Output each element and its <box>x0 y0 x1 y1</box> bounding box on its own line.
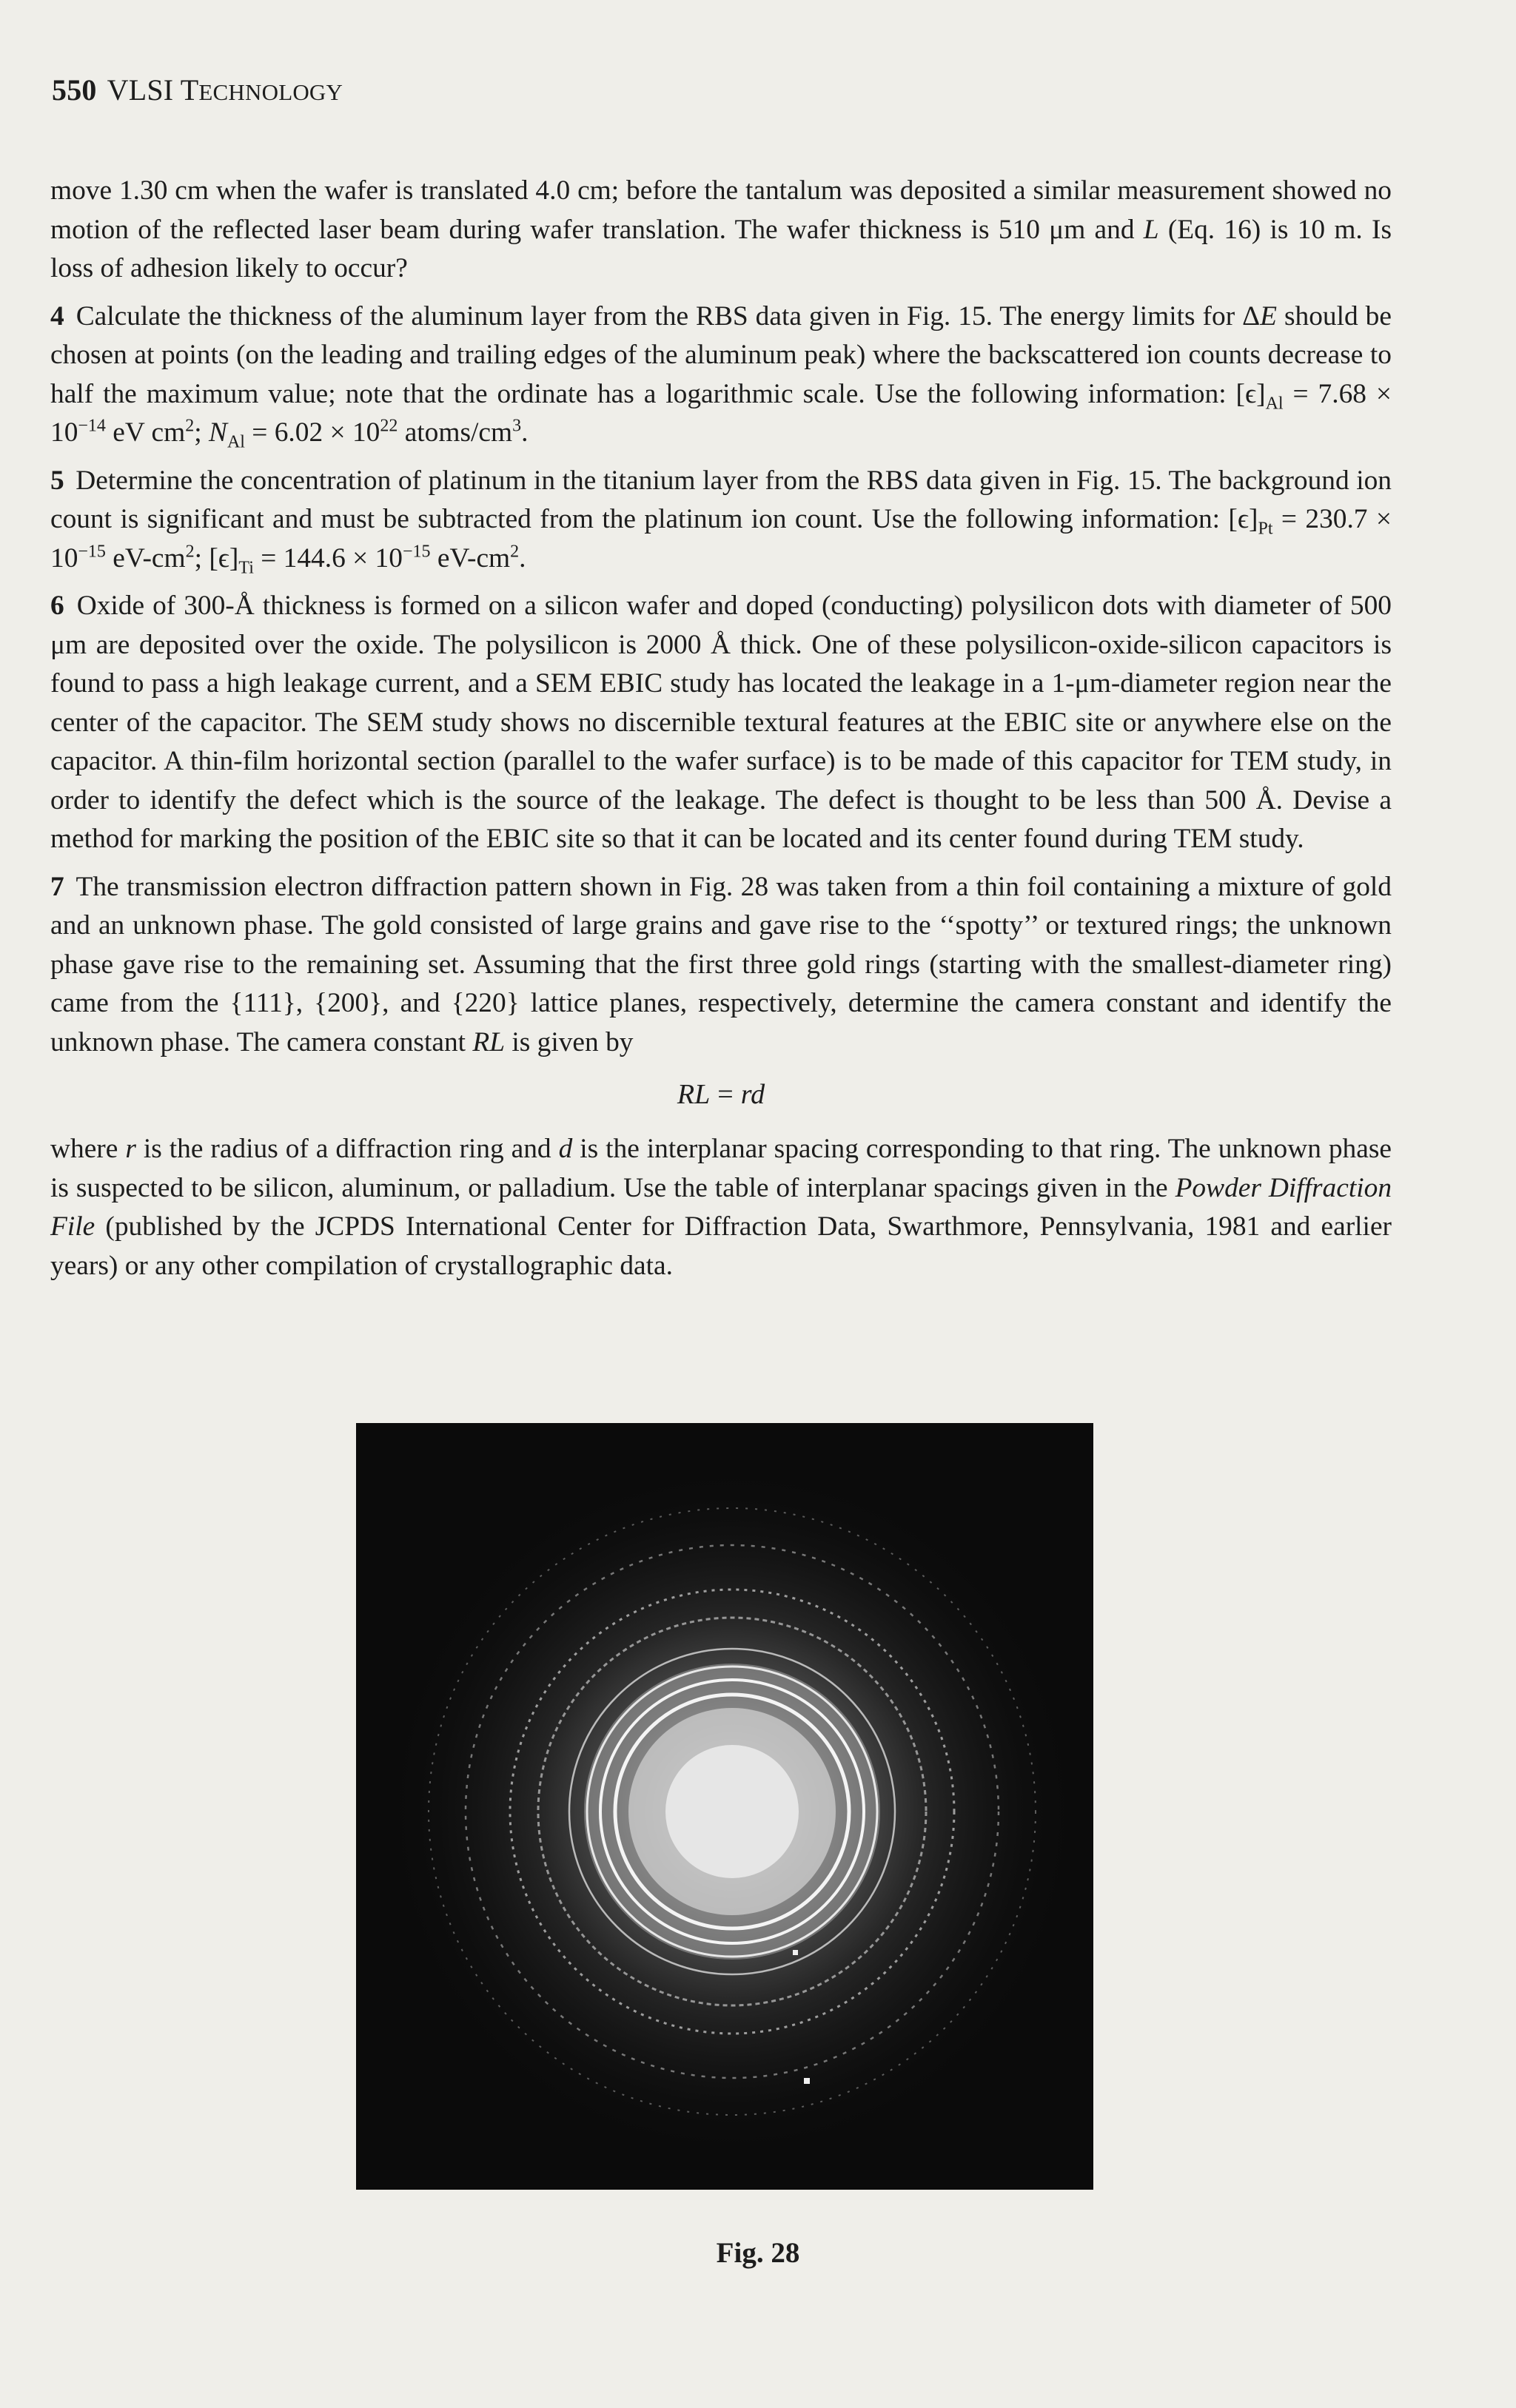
body-text <box>50 172 1392 1294</box>
problem-number: 4 <box>50 300 64 332</box>
problem-6: 6 Oxide of 300-Å thickness is formed on a silicon wafer and doped (conducting) polysilicon dots with diameter of 500 μm are deposited over the oxide. The polysilicon is 2000 Å thick. One of these polysilicon-oxide-silicon capacitors is found to pass a high leakage current, and a SEM EBIC study has located the leakage in a 1-μm-diameter region near the center of the capacitor. The SEM study shows no discernible textural features at the EBIC site or anywhere else on the capacitor. A thin-film horizontal section (parallel to the wafer surface) is to be made of this capacitor for TEM study, in order to identify the defect which is the source of the leakage. The defect is thought to be less than 500 Å. Devise a method for marking the position of the EBIC site so that it can be located and its center found during TEM study. <box>50 591 1392 854</box>
figure-caption: Fig. 28 <box>716 2237 800 2269</box>
problem-number: 5 <box>50 465 64 496</box>
camera-constant-equation: RL = rd <box>677 1079 765 1110</box>
diffraction-pattern-image <box>356 1423 1093 2190</box>
paragraph-where: where r is the radius of a diffraction ring and d is the interplanar spacing corresponding to that ring. The unknown phase is suspected to be silicon, aluminum, or palladium. Use the table of interplanar spacings given in the Powder Diffraction File (published by the JCPDS International Center for Diffraction Data, Swarthmore, Pennsylvania, 1981 and earlier years) or any other compilation of crystallographic data. <box>50 1134 1392 1281</box>
header-title-initial: VLSI T <box>107 73 199 107</box>
page-number: 550 <box>52 73 97 107</box>
problem-number: 6 <box>50 591 64 621</box>
header-title-rest: ECHNOLOGY <box>198 79 343 105</box>
problem-number: 7 <box>50 871 64 902</box>
running-header <box>52 73 343 107</box>
problem-5: 5 Determine the concentration of platinum in the titanium layer from the RBS data given in Fig. 15. The background ion count is significant and must be subtracted from the platinum ion count. Use the following information: $[\epsilon]_{Pt} = 230.7 \times 10^{-15}$ $eV-cm^2$; $[\epsilon]_{Ti} = 144.6 \times 10^{-15}$ $eV-cm^2$. <box>50 465 1392 577</box>
problem-7: 7 The transmission electron diffraction pattern shown in Fig. 28 was taken from a thin foil containing a mixture of gold and an unknown phase. The gold consisted of large grains and gave rise to the ‘‘spotty’’ or textured rings; the unknown phase gave rise to the remaining set. Assuming that the first three gold rings (starting with the smallest-diameter ring) came from the {111}, {200}, and {220} lattice planes, respectively, determine the camera constant and identify the unknown phase. The camera constant RL is given by <box>50 871 1392 1057</box>
problem-4: 4 Calculate the thickness of the aluminum layer from the RBS data given in Fig. 15. The energy limits for ΔE should be chosen at points (on the leading and trailing edges of the aluminum peak) where the backscattered ion counts decrease to half the maximum value; note that the ordinate has a logarithmic scale. Use the following information: $[\epsilon]_{Al} = 7.68 \times 10^{-14}$ eV $cm^2$; $N_{Al} = 6.02 \times 10^{22}$ atoms/$cm^3$. <box>50 300 1392 452</box>
paragraph-continued: move 1.30 cm when the wafer is translated 4.0 cm; before the tantalum was deposited a similar measurement showed no motion of the reflected laser beam during wafer translation. The wafer thickness is 510 μm and L (Eq. 16) is 10 m. Is loss of adhesion likely to occur? <box>50 175 1392 283</box>
